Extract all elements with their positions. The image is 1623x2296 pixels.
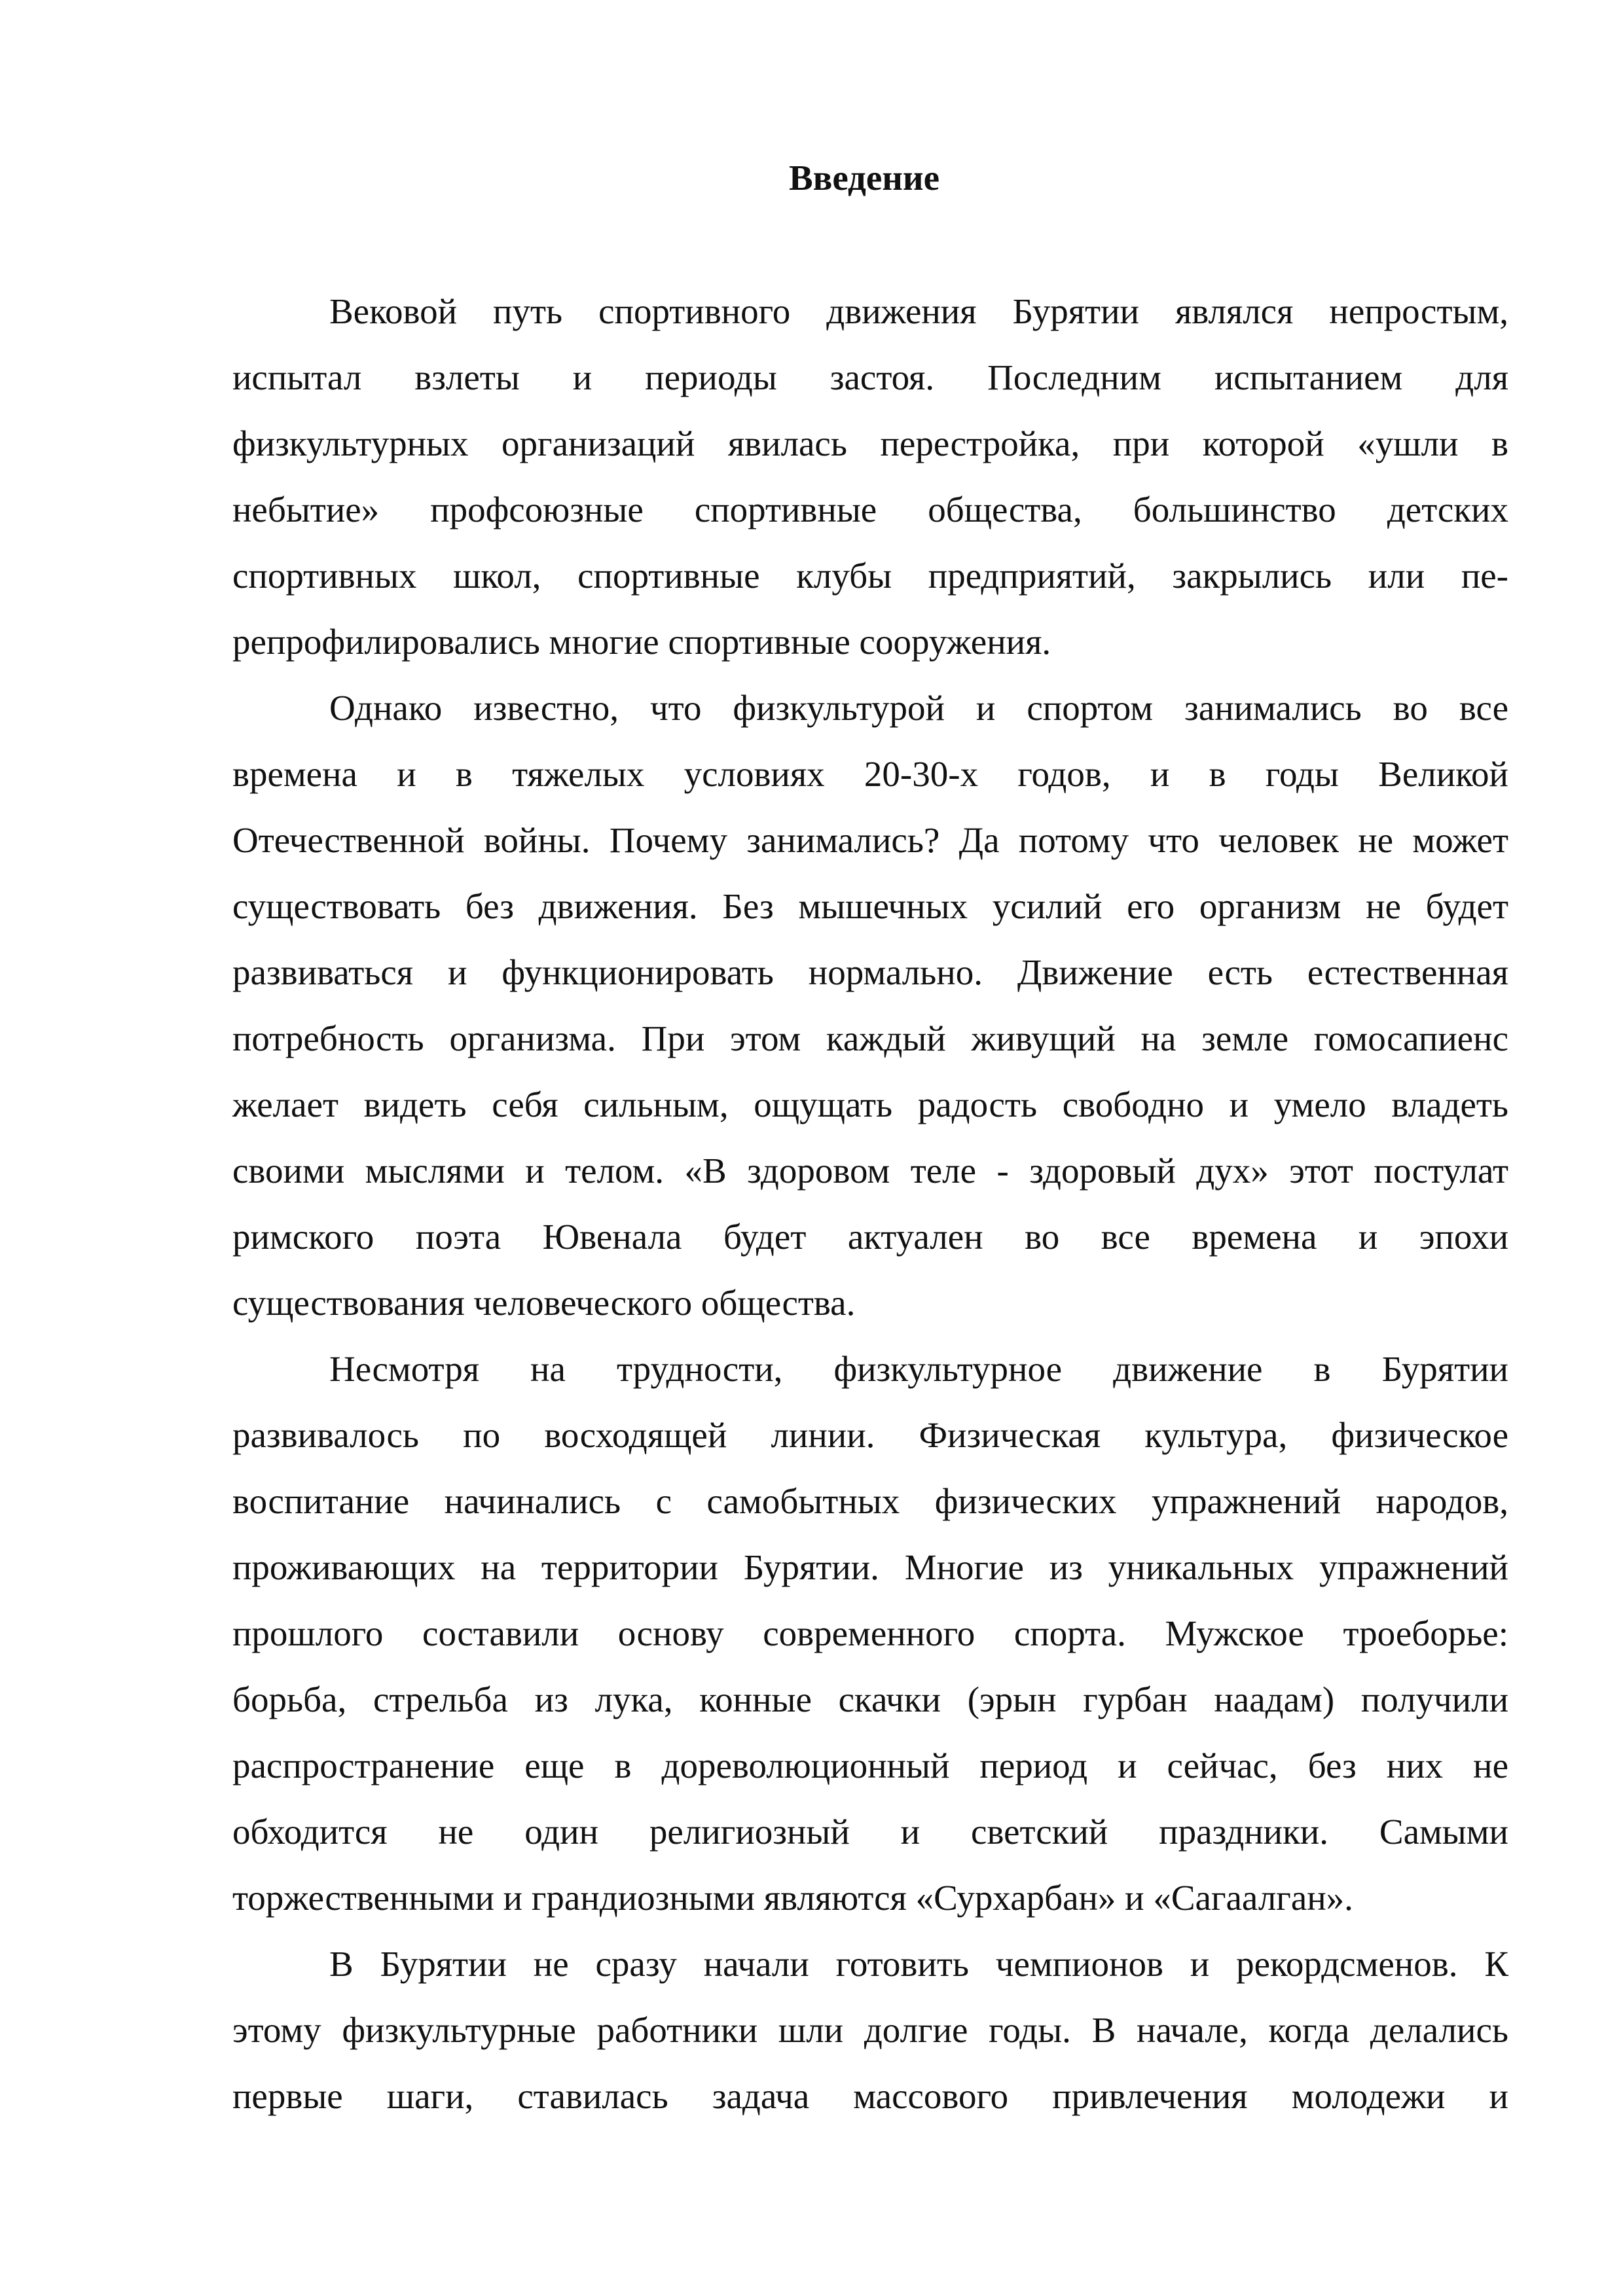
page-title: Введение: [788, 158, 940, 198]
text-line: существовать без движения. Без мышечных усилий его организм не будет: [232, 886, 1508, 926]
text-line: Отечественной войны. Почему занимались? Да потому что человек не может: [232, 820, 1508, 860]
text-line: воспитание начинались с самобытных физических упражнений народов,: [232, 1481, 1508, 1521]
text-line: небытие» профсоюзные спортивные общества, большинство детских: [232, 490, 1508, 529]
text-line: римского поэта Ювенала будет актуален во все времена и эпохи: [232, 1217, 1508, 1257]
text-line: испытал взлеты и периоды застоя. Последним испытанием для: [232, 357, 1508, 397]
text-line: потребность организма. При этом каждый живущий на земле гомосапиенс: [232, 1018, 1508, 1058]
text-line: Однако известно, что физкультурой и спортом занимались во все: [329, 688, 1508, 728]
document-body: [232, 278, 1508, 2129]
text-line: распространение еще в дореволюционный период и сейчас, без них не: [232, 1746, 1508, 1785]
text-line: торжественными и грандиозными являются «Сурхарбан» и «Сагаалган».: [232, 1878, 1353, 1918]
text-line: В Бурятии не сразу начали готовить чемпионов и рекордсменов. К: [329, 1944, 1508, 1984]
text-line: обходится не один религиозный и светский праздники. Самыми: [232, 1812, 1508, 1852]
text-line: Вековой путь спортивного движения Бурятии являлся непростым,: [329, 291, 1508, 331]
text-line: развиваться и функционировать нормально. Движение есть естественная: [232, 952, 1508, 992]
paragraph: [232, 1931, 1508, 2129]
text-line: первые шаги, ставилась задача массового привлечения молодежи и: [232, 2076, 1508, 2116]
text-line: развивалось по восходящей линии. Физическая культура, физическое: [232, 1415, 1508, 1455]
text-line: проживающих на территории Бурятии. Многие из уникальных упражнений: [232, 1547, 1508, 1587]
text-line: физкультурных организаций явилась перестройка, при которой «ушли в: [232, 423, 1508, 463]
text-line: желает видеть себя сильным, ощущать радость свободно и умело владеть: [232, 1085, 1508, 1124]
text-line: борьба, стрельба из лука, конные скачки (эрын гурбан наадам) получили: [232, 1679, 1508, 1719]
text-line: Несмотря на трудности, физкультурное движение в Бурятии: [329, 1349, 1508, 1389]
text-line: существования человеческого общества.: [232, 1283, 856, 1323]
text-line: спортивных школ, спортивные клубы предприятий, закрылись или пе-: [232, 556, 1508, 596]
text-line: прошлого составили основу современного спорта. Мужское троеборье:: [232, 1613, 1508, 1653]
text-line: репрофилировались многие спортивные сооружения.: [232, 622, 1051, 662]
paragraph: [232, 675, 1508, 1336]
text-line: времена и в тяжелых условиях 20-30-х годов, и в годы Великой: [232, 754, 1508, 794]
text-line: своими мыслями и телом. «В здоровом теле - здоровый дух» этот постулат: [232, 1151, 1508, 1191]
paragraph: [232, 1336, 1508, 1931]
text-line: этому физкультурные работники шли долгие годы. В начале, когда делались: [232, 2010, 1508, 2050]
paragraph: [232, 278, 1508, 675]
